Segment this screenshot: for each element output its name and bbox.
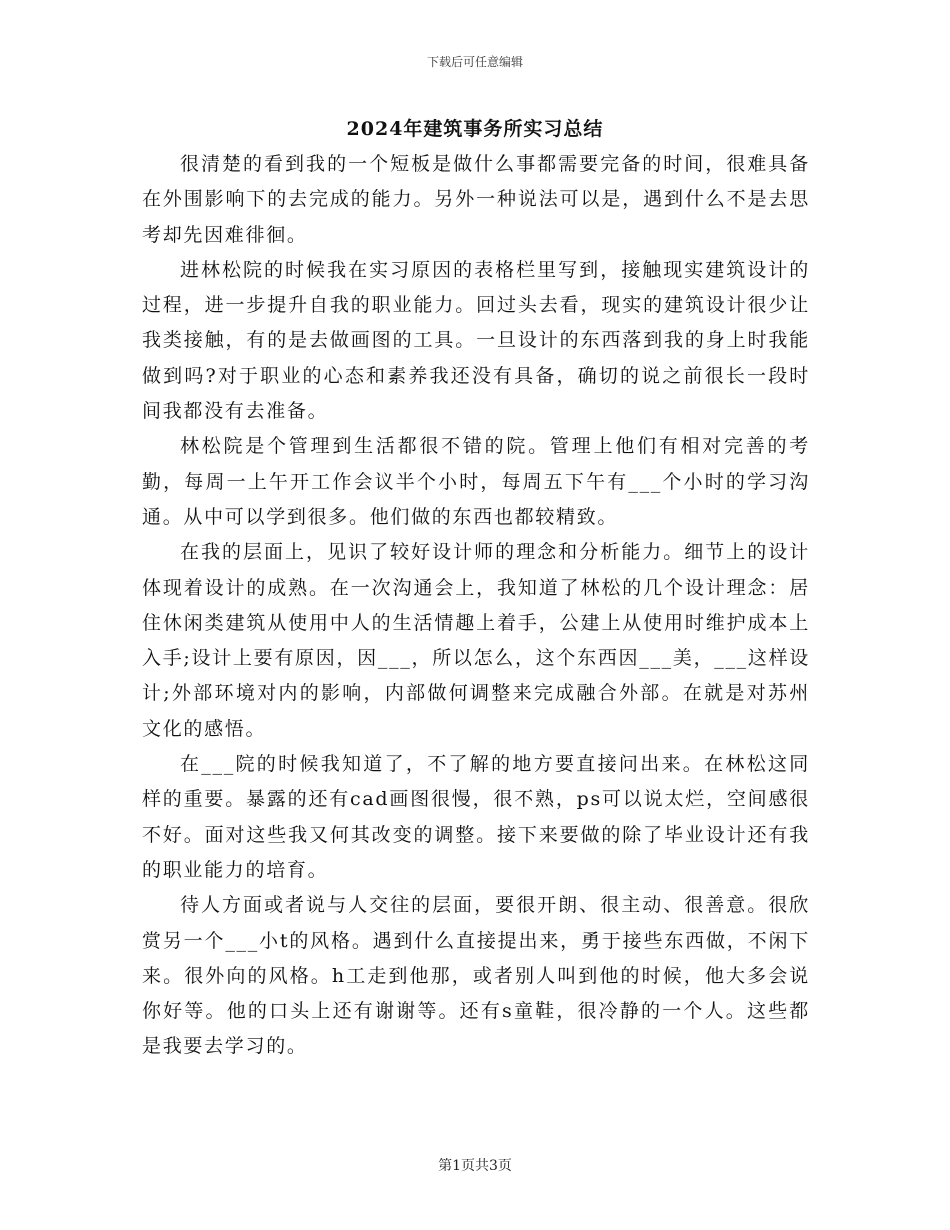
paragraph-6: 待人方面或者说与人交往的层面，要很开朗、很主动、很善意。很欣赏另一个___小t的风格。遇到什么直接提出来，勇于接些东西做，不闲下来。很外向的风格。h工走到他那，或者别人叫到他的时候，他大多会说你好等。他的口头上还有谢谢等。还有s童鞋，很冷静的一个人。这些都是我要去学习的。 xyxy=(142,894,810,1058)
paragraph-2: 进林松院的时候我在实习原因的表格栏里写到，接触现实建筑设计的过程，进一步提升自我的职业能力。回过头去看，现实的建筑设计很少让我类接触，有的是去做画图的工具。一旦设计的东西落到我的身上时我能做到吗?对于职业的心态和素养我还没有具备，确切的说之前很长一段时间我都没有去准备。 xyxy=(142,258,810,423)
document-title: 2024年建筑事务所实习总结 xyxy=(346,118,604,140)
paragraph-1: 很清楚的看到我的一个短板是做什么事都需要完备的时间，很难具备在外围影响下的去完成的能力。另外一种说法可以是，遇到什么不是去思考却先因难徘徊。 xyxy=(142,153,810,246)
paragraph-4: 在我的层面上，见识了较好设计师的理念和分析能力。细节上的设计体现着设计的成熟。在一次沟通会上，我知道了林松的几个设计理念：居住休闲类建筑从使用中人的生活情趣上着手，公建上从使用时维护成本上入手;设计上要有原因，因___，所以怎么，这个东西因___美，___这样设计;外部环境对内的影响，内部做何调整来完成融合外部。在就是对苏州文化的感悟。 xyxy=(142,541,810,740)
page-number: 第1页共3页 xyxy=(438,1158,512,1174)
document-body xyxy=(142,147,810,1065)
paragraph-3: 林松院是个管理到生活都很不错的院。管理上他们有相对完善的考勤，每周一上午开工作会议半个小时，每周五下午有___个小时的学习沟通。从中可以学到很多。他们做的东西也都较精致。 xyxy=(142,435,810,528)
header-note: 下载后可任意编辑 xyxy=(426,55,523,69)
paragraph-5: 在___院的时候我知道了，不了解的地方要直接问出来。在林松这同样的重要。暴露的还有cad画图很慢，很不熟，ps可以说太烂，空间感很不好。面对这些我又何其改变的调整。接下来要做的除了毕业设计还有我的职业能力的培育。 xyxy=(142,753,810,881)
